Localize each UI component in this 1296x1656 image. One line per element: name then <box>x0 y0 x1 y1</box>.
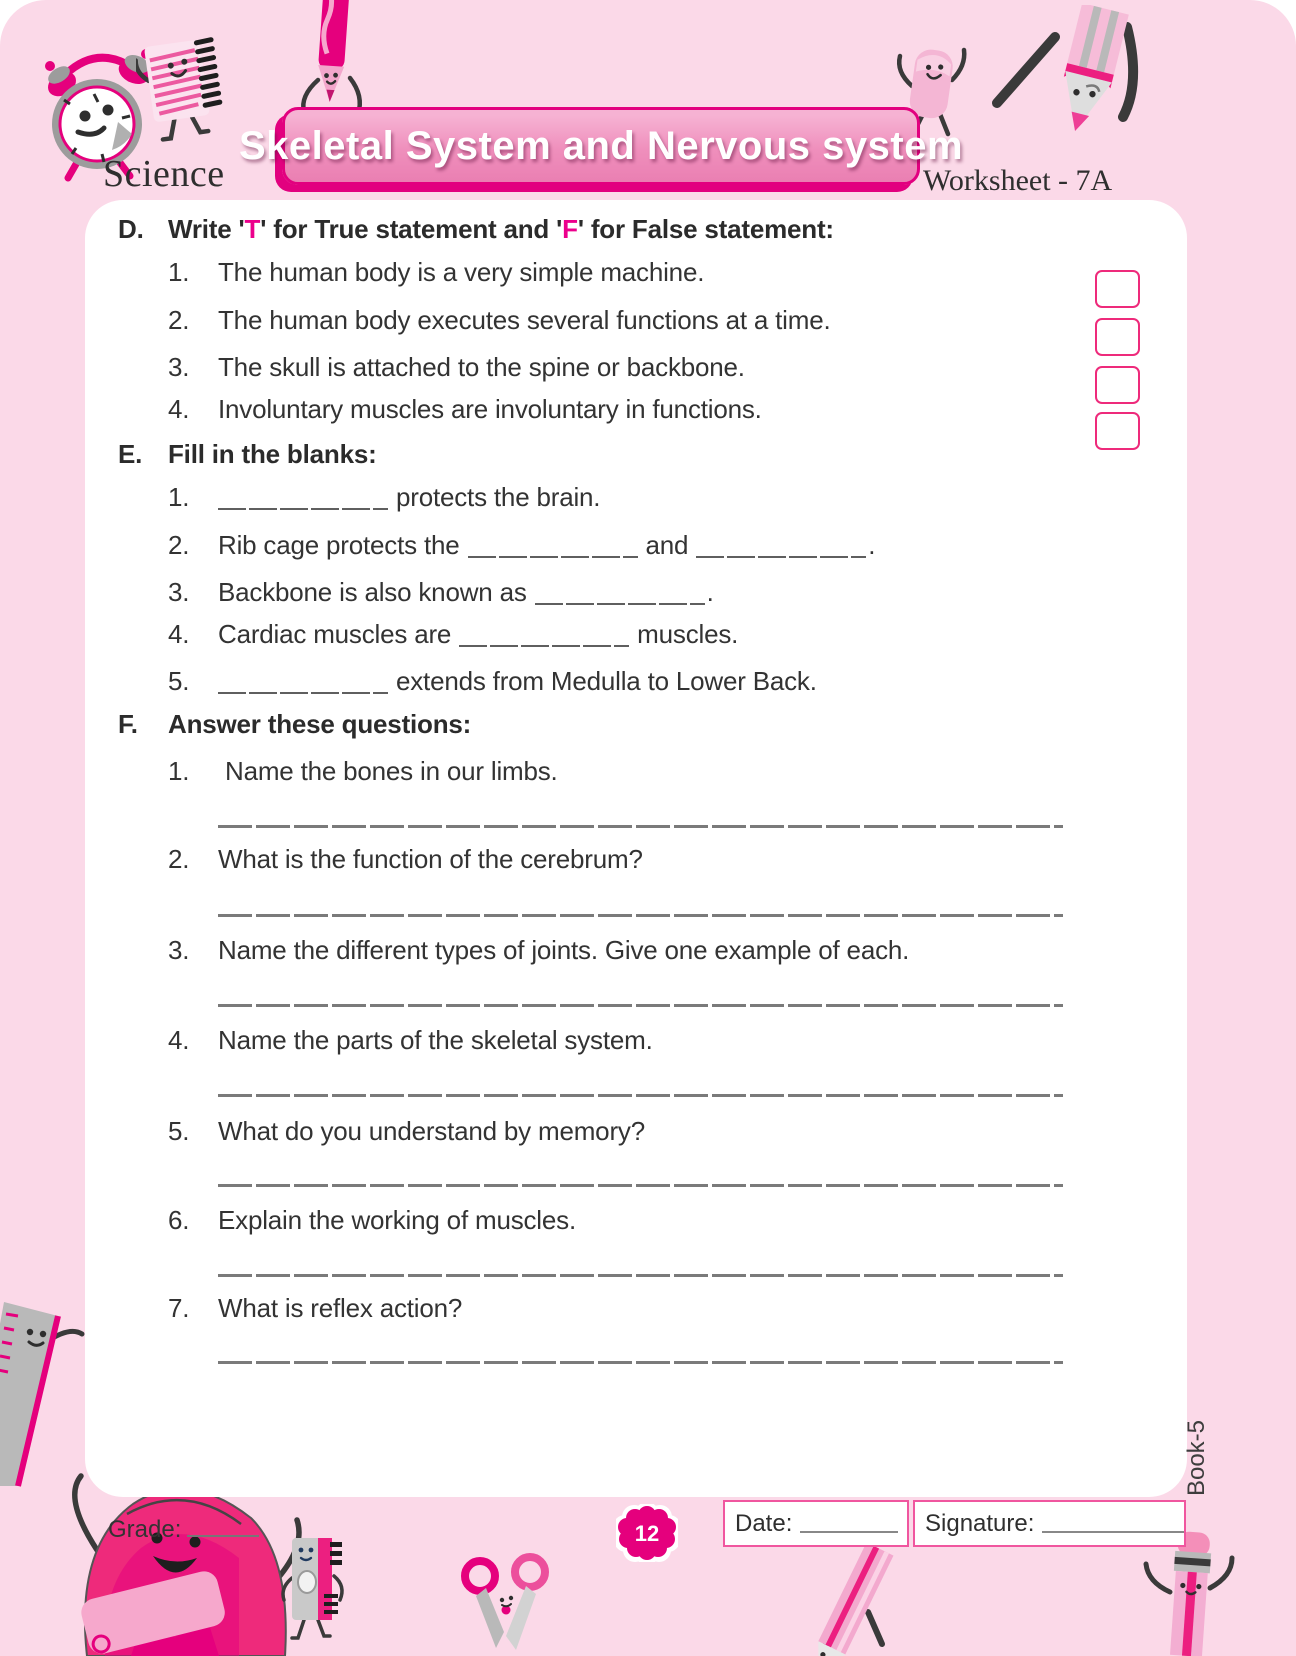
section-d-letter: D. <box>118 214 144 244</box>
answer-line-7[interactable] <box>218 1361 1063 1364</box>
blank-line[interactable] <box>535 581 705 605</box>
tf-statement-3: 3. The skull is attached to the spine or backbone. <box>168 352 745 382</box>
walking-pencil-icon <box>760 1540 950 1656</box>
pencil-icon <box>975 5 1160 155</box>
question-6: 6. Explain the working of muscles. <box>168 1205 576 1235</box>
page-number: 12 <box>634 1521 660 1546</box>
tf-checkbox-3[interactable] <box>1095 366 1140 404</box>
book-label: Book-5 <box>1183 1419 1210 1497</box>
signature-box: Signature: <box>913 1500 1186 1547</box>
worksheet-number-label: Worksheet - 7A <box>923 164 1113 197</box>
question-7: 7. What is reflex action? <box>168 1293 463 1323</box>
section-e-heading <box>118 439 1118 469</box>
section-f-letter: F. <box>118 709 138 739</box>
question-5: 5. What do you understand by memory? <box>168 1116 645 1146</box>
section-d-heading <box>118 214 1118 244</box>
grade-field: Grade: <box>108 1516 259 1544</box>
question-1: 1. Name the bones in our limbs. <box>168 756 558 786</box>
section-d-title: Write 'T' for True statement and 'F' for False statement: <box>168 214 834 244</box>
fill-blank-2: 2. Rib cage protects the and . <box>168 530 876 560</box>
section-f-title: Answer these questions: <box>168 709 472 739</box>
tf-statement-1: 1. The human body is a very simple machine. <box>168 257 705 287</box>
subject-label: Science <box>103 153 225 195</box>
blank-line[interactable] <box>468 534 638 558</box>
grade-blank-line[interactable] <box>187 1517 259 1537</box>
answer-line-1[interactable] <box>218 825 1063 828</box>
answer-line-4[interactable] <box>218 1094 1063 1097</box>
worksheet-title-banner <box>239 107 964 185</box>
page-number-flower-badge <box>616 1504 678 1562</box>
tf-statement-4: 4. Involuntary muscles are involuntary in functions. <box>168 394 762 424</box>
section-f-heading <box>118 709 1118 739</box>
blank-line[interactable] <box>218 670 388 694</box>
fill-blank-1: 1. protects the brain. <box>168 482 601 512</box>
signature-blank-line[interactable] <box>1042 1515 1184 1533</box>
ruler-icon <box>0 1300 88 1488</box>
notebook-icon <box>136 32 232 144</box>
fill-blank-4: 4. Cardiac muscles are muscles. <box>168 619 739 649</box>
fill-blank-3: 3. Backbone is also known as . <box>168 577 714 607</box>
answer-line-6[interactable] <box>218 1274 1063 1277</box>
date-box: Date: <box>723 1500 909 1547</box>
worksheet-title: Skeletal System and Nervous system <box>239 123 964 168</box>
false-letter: F <box>562 214 578 244</box>
tf-checkbox-1[interactable] <box>1095 270 1140 308</box>
answer-line-2[interactable] <box>218 914 1063 917</box>
blank-line[interactable] <box>459 623 629 647</box>
question-3: 3. Name the different types of joints. Give one example of each. <box>168 935 910 965</box>
fill-blank-5: 5. extends from Medulla to Lower Back. <box>168 666 817 696</box>
scissors-icon <box>450 1552 562 1656</box>
question-4: 4. Name the parts of the skeletal system. <box>168 1025 653 1055</box>
date-blank-line[interactable] <box>800 1515 898 1533</box>
sharpener-icon <box>278 1532 350 1644</box>
pen-icon <box>292 0 372 122</box>
standing-pencil-icon <box>1140 1528 1240 1656</box>
answer-line-3[interactable] <box>218 1004 1063 1007</box>
section-e-letter: E. <box>118 439 143 469</box>
blank-line[interactable] <box>218 486 388 510</box>
tf-statement-2: 2. The human body executes several functions at a time. <box>168 305 831 335</box>
answer-line-5[interactable] <box>218 1184 1063 1187</box>
tf-checkbox-2[interactable] <box>1095 318 1140 356</box>
blank-line[interactable] <box>696 534 866 558</box>
section-e-title: Fill in the blanks: <box>168 439 377 469</box>
true-letter: T <box>244 214 261 244</box>
question-2: 2. What is the function of the cerebrum? <box>168 844 643 874</box>
